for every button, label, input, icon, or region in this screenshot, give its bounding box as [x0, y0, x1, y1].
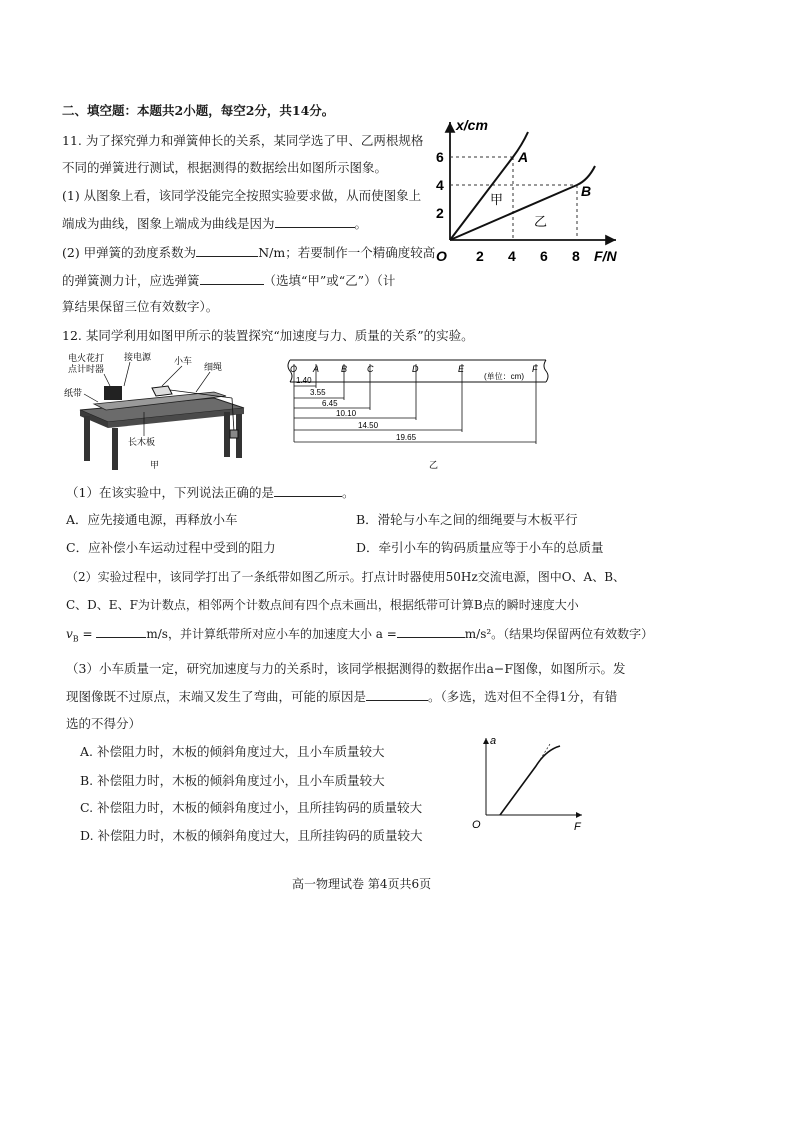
tape-point-F: F — [532, 364, 538, 374]
answer-blank[interactable] — [366, 700, 428, 701]
q12-p3-option-b[interactable]: B. 补偿阻力时，木板的倾斜角度过小，且小车质量较大 — [80, 773, 385, 788]
curve-yi — [450, 166, 595, 240]
q12-option-c[interactable]: C．应补偿小车运动过程中受到的阻力 — [66, 540, 276, 555]
q12-part3-line3: 选的不得分） — [66, 716, 142, 731]
tape-unit: (单位：cm) — [484, 372, 524, 381]
af-origin-label: O — [472, 819, 481, 831]
q12-part3-line2: 现图像既不过原点，末端又发生了弯曲，可能的原因是 。（多选，选对但不全得1分，有错 — [66, 689, 618, 704]
y-tick: 2 — [436, 205, 444, 221]
figure-jia-caption: 甲 — [150, 460, 160, 470]
af-curve — [500, 746, 560, 815]
cart-label: 小车 — [174, 356, 193, 366]
distance-OB: 3.55 — [310, 388, 326, 397]
figure-yi-caption: 乙 — [429, 460, 439, 470]
origin-label: O — [436, 248, 447, 264]
q12-p3-option-c[interactable]: C. 补偿阻力时，木板的倾斜角度过小，且所挂钩码的质量较大 — [80, 800, 423, 815]
apparatus-figure — [64, 348, 254, 473]
power-label: 接电源 — [124, 352, 152, 362]
timer-label-line2: 点计时器 — [68, 364, 105, 374]
x-axis-label: F/N — [594, 248, 617, 264]
q12-part3-line1: （3）小车质量一定，研究加速度与力的关系时，该同学根据测得的数据作出a−F图像，如图所示。发 — [66, 661, 626, 676]
q11-stem-line1: 11. 为了探究弹力和弹簧伸长的关系，某同学选了甲、乙两根规格 — [62, 133, 424, 148]
tape-point-D: D — [412, 364, 419, 374]
q11-part2-line2: 的弹簧测力计，应选弹簧 （选填“甲”或“乙”）（计 — [62, 273, 396, 288]
timer-label-line1: 电火花打 — [68, 353, 105, 363]
tape-point-A: A — [313, 364, 320, 374]
answer-blank[interactable] — [196, 256, 258, 257]
answer-blank[interactable] — [200, 284, 264, 285]
af-graph — [470, 730, 590, 835]
q12-part2-line1: （2）实验过程中，该同学打出了一条纸带如图乙所示。打点计时器使用50Hz交流电源，图中O、A、B、 — [66, 570, 626, 584]
answer-blank[interactable] — [274, 496, 342, 497]
x-tick: 6 — [540, 248, 548, 264]
q11-part2-line1: (2) 甲弹簧的劲度系数为 N/m；若要制作一个精确度较高 — [62, 245, 436, 260]
answer-blank[interactable] — [275, 227, 355, 228]
x-tick: 2 — [476, 248, 484, 264]
x-tick: 8 — [572, 248, 580, 264]
q12-part1: （1）在该实验中，下列说法正确的是 。 — [66, 485, 355, 500]
answer-blank[interactable] — [397, 637, 465, 638]
distance-OC: 6.45 — [322, 399, 338, 408]
page-footer: 高一物理试卷 第4页共6页 — [292, 877, 432, 891]
point-a-label: A — [518, 149, 529, 165]
cart — [152, 386, 172, 396]
tape-point-B: B — [341, 364, 348, 374]
q12-p3-option-a[interactable]: A. 补偿阻力时，木板的倾斜角度过大，且小车质量较大 — [80, 744, 385, 759]
q12-option-b[interactable]: B．滑轮与小车之间的细绳要与木板平行 — [356, 512, 578, 527]
q11-stem-line2: 不同的弹簧进行测试，根据测得的数据绘出如图所示图象。 — [62, 160, 388, 175]
section-heading: 二、填空题：本题共2小题，每空2分，共14分。 — [62, 103, 335, 118]
q12-part2-line2: C、D、E、F为计数点，相邻两个计数点间有四个点未画出，根据纸带可计算B点的瞬时速度大小 — [66, 598, 579, 612]
label-yi: 乙 — [534, 214, 548, 229]
spring-graph — [430, 110, 630, 270]
board-label: 长木板 — [128, 437, 156, 447]
y-tick: 4 — [436, 177, 444, 193]
answer-blank[interactable] — [96, 637, 146, 638]
y-tick: 6 — [436, 149, 444, 165]
paper-tape-figure — [284, 352, 554, 472]
point-b-label: B — [581, 183, 592, 199]
q11-part1-line1: (1) 从图象上看，该同学没能完全按照实验要求做，从而使图象上 — [62, 188, 422, 203]
q12-part2-line3: $v_B = m/s$，并计算纸带所对应小车的加速度大小 a = m/s²。（结果均保留两位有效数字） — [66, 627, 654, 644]
x-tick: 4 — [508, 248, 516, 264]
a-axis-label: a — [490, 735, 497, 747]
distance-OF: 19.65 — [396, 433, 417, 442]
f-axis-label: F — [574, 821, 581, 833]
tape-label: 纸带 — [64, 388, 83, 398]
q12-option-a[interactable]: A．应先接通电源，再释放小车 — [66, 512, 238, 527]
rope-label: 细绳 — [204, 362, 223, 372]
timer — [104, 386, 122, 400]
distance-OD: 10.10 — [336, 409, 357, 418]
tape-point-C: C — [367, 364, 374, 374]
q11-part2-line3: 算结果保留三位有效数字）。 — [62, 299, 219, 314]
q11-part1-line2: 端成为曲线，图象上端成为曲线是因为 。 — [62, 216, 368, 231]
q12-option-d[interactable]: D．牵引小车的钩码质量应等于小车的总质量 — [356, 540, 604, 555]
label-jia: 甲 — [490, 192, 504, 207]
q12-p3-option-d[interactable]: D. 补偿阻力时，木板的倾斜角度过大，且所挂钩码的质量较大 — [80, 828, 423, 843]
tape-point-E: E — [458, 364, 465, 374]
tape-point-O: O — [290, 364, 298, 374]
q12-stem: 12. 某同学利用如图甲所示的装置探究“加速度与力、质量的关系”的实验。 — [62, 328, 474, 343]
distance-OA: 1.40 — [296, 376, 312, 385]
y-axis-label: x/cm — [456, 117, 488, 133]
distance-OE: 14.50 — [358, 421, 379, 430]
